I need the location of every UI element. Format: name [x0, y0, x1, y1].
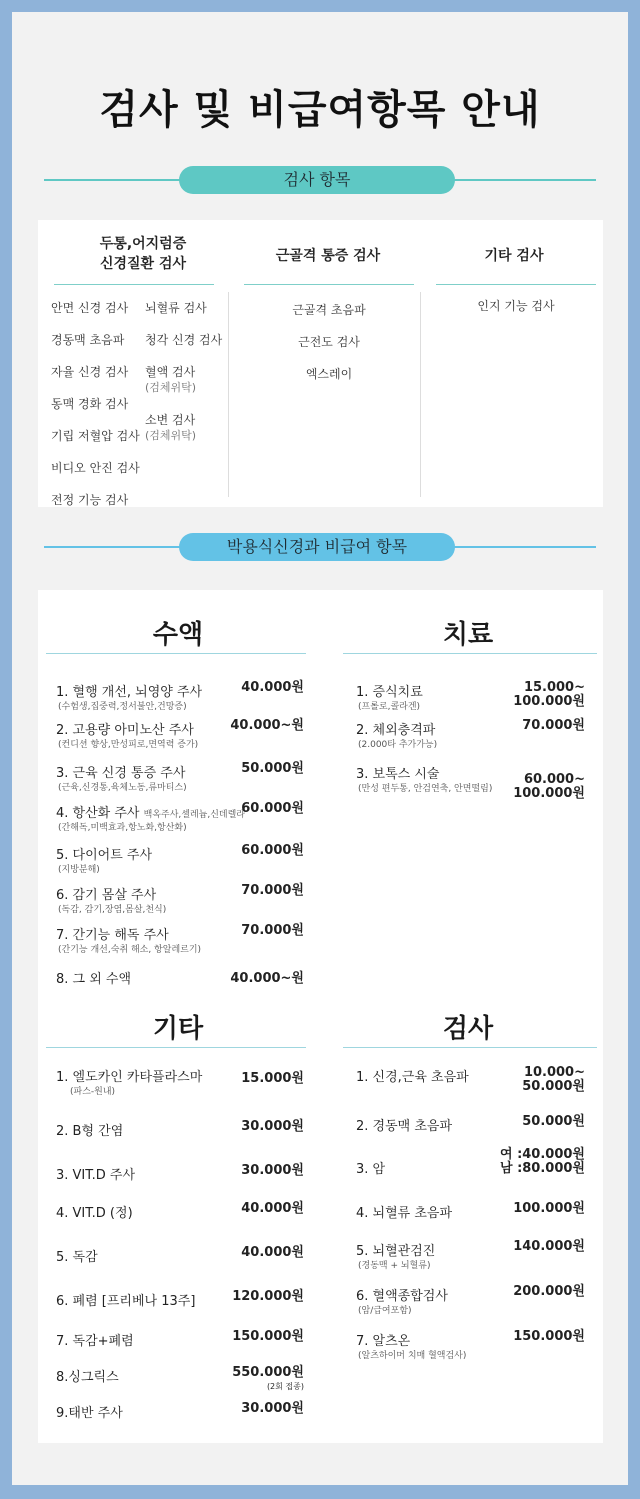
exam-item: 인지 기능 검사	[477, 299, 555, 313]
nonbenefit-section-header	[44, 533, 596, 561]
nonbenefit-section-pill: 박용식신경과 비급여 항목	[179, 533, 455, 561]
col-head-neuro: 두통,어지럼증 신경질환 검사	[99, 236, 187, 272]
section-head-geomsa: 검사	[442, 1014, 494, 1044]
section-head-gita: 기타	[152, 1014, 204, 1044]
col-head-musculo: 근골격 통증 검사	[275, 248, 381, 264]
section-rule	[46, 1047, 306, 1048]
exam-item: 자율 신경 검사	[51, 365, 129, 379]
exam-section-pill: 검사 항목	[179, 166, 455, 194]
section-rule	[46, 653, 306, 654]
exam-item: 근전도 검사	[298, 335, 360, 349]
col-head-other: 기타 검사	[484, 248, 544, 264]
exam-item: 동맥 경화 검사	[51, 397, 129, 411]
exam-item: 소변 검사 (검체위탁)	[145, 413, 197, 442]
exam-item: 혈액 검사 (검체위탁)	[145, 365, 197, 394]
col-divider	[228, 292, 229, 497]
exam-item: 청각 신경 검사	[145, 333, 223, 347]
section-head-chiryo: 치료	[442, 620, 494, 650]
exam-item: 근골격 초음파	[292, 303, 366, 317]
nonbenefit-card: 수액 1. 혈행 개선, 뇌영양 주사 (수험생,집중력,정서불안,건망증) 40.000원 2. 고용량 아미노산 주사 (컨디션 향상,만성피로,면역력 증가) 40.000~원 3. 근육 신경 통증 주사 (근육,신경통,육체노동,류마티스) 50.000원 4. 항산화 주사 백옥주사,셀레늄,신데렐라 (간해독,미백효과,항노화,항산화) 60.000원 5. 다이어트 주사 (지방분해) 60.000원 6. 감기 몸살 주사 (독감, 감기,장염,몸살,천식) 70.000원 7. 간기능 해독 주사 (간기능 개선,숙취 해소, 항알레르기) 70.000원 8. 그 외 수액 40.000~원 치료 1. 증식치료 (프롤로,콜라겐) 15.000~ 100.000원 2. 체외충격파 (2.000타 추가가능) 70.000원 3. 보톡스 시술 (만성 편두통, 안검연축, 안면떨림) 60.000~ 100.000원 기타 1. 엘도카인 카타플라스마 (파스-원내) 15.000원 2. B형 간염 30.000원 3. VIT.D 주사 30.000원 4. VIT.D (정) 40.000원 5. 독감 40.000원 6. 폐렴 [프리베나 13주] 120.000원 7. 독감+폐렴 150.000원 8.싱그릭스 550.000원 (2회 접종) 9.태반 주사 30.000원 검사 1. 신경,근육 초음파 10.000~ 50.000원 2. 경동맥 초음파 50.000원 3. 암 여 :40.000원 남 :80.000원 4. 뇌혈류 초음파 100.000원 5. 뇌혈관검진 (경동맥 + 뇌혈류) 140.000원 6. 혈액종합검사 (암/급여포함) 200.000원 7. 알츠온 (알츠하이머 치매 혈액검사) 150.000원	[38, 590, 603, 1443]
col-rule	[54, 284, 214, 285]
exam-section-header	[44, 166, 596, 194]
exam-item: 전정 기능 검사	[51, 493, 129, 507]
exam-item: 기립 저혈압 검사	[51, 429, 140, 443]
exam-item: 경동맥 초음파	[51, 333, 125, 347]
col-rule	[244, 284, 414, 285]
col-divider	[420, 292, 421, 497]
exam-item: 안면 신경 검사	[51, 301, 129, 315]
section-rule	[343, 1047, 597, 1048]
section-head-suaek: 수액	[152, 620, 204, 650]
exam-item: 비디오 안진 검사	[51, 461, 140, 475]
page	[12, 12, 628, 1485]
exam-item: 엑스레이	[305, 367, 353, 381]
page-title: 검사 및 비급여항목 안내	[99, 87, 541, 133]
exam-card	[38, 220, 603, 507]
col-rule	[436, 284, 596, 285]
section-rule	[343, 653, 597, 654]
exam-item: 뇌혈류 검사	[145, 301, 207, 315]
